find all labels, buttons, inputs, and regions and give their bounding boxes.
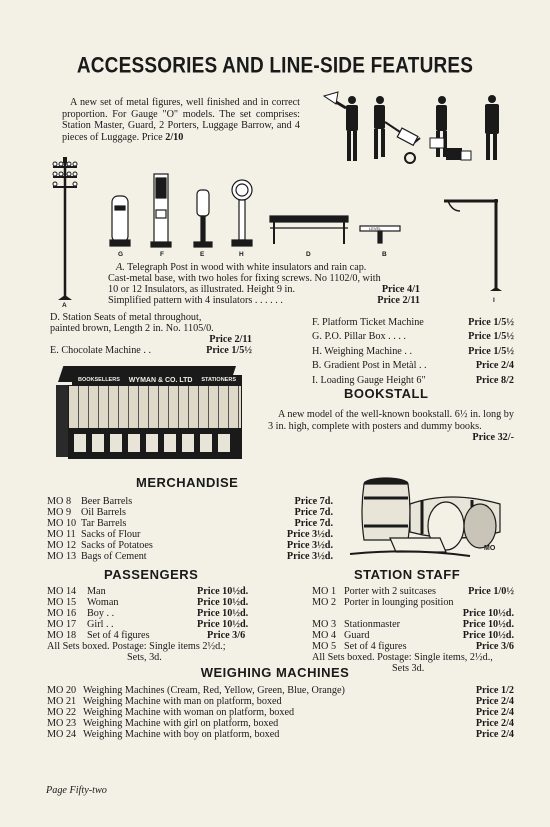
list-item: MO 22 Weighing Machine with woman on platform, boxed Price 2/4 [47, 707, 514, 718]
merchandise-tag: MO [484, 545, 496, 552]
label-d: D [306, 251, 311, 258]
accessory-price-list [312, 316, 514, 388]
list-item: MO 1 Porter with 2 suitcases Price 1/0½ [312, 586, 514, 597]
list-item: MO 14 Man Price 10½d. [47, 586, 249, 597]
list-item-price: Price 10½d. [462, 608, 514, 619]
figures-intro-text: A new set of metal figures, well finished and in correct proportion. For Gauge "O" models. The set comprises: Station Master, Guard, 2 Porters, Luggage Barrow, and 4 pieces of Luggage. Price [62, 97, 300, 143]
list-item: MO 23 Weighing Machine with girl on platform, boxed Price 2/4 [47, 718, 514, 729]
station-staff-list [312, 586, 514, 674]
list-item: MO 9 Oil Barrels Price 7d. [47, 507, 333, 518]
telegraph-line3: 10 or 12 Insulators, as illustrated. Height 9 in. [108, 284, 296, 295]
list-item: B. Gradient Post in Metàl . . Price 2/4 [312, 360, 514, 372]
list-item: MO 10 Tar Barrels Price 7d. [47, 518, 333, 529]
figures-intro [62, 97, 300, 143]
label-h: H [239, 251, 244, 258]
list-item: MO 8 Beer Barrels Price 7d. [47, 496, 333, 507]
bookstall-desc [268, 409, 514, 432]
list-item: MO 21 Weighing Machine with man on platform, boxed Price 2/4 [47, 696, 514, 707]
telegraph-price-1: Price 4/1 [381, 284, 420, 295]
label-f: F [160, 251, 164, 258]
list-item: G. P.O. Pillar Box . . . . Price 1/5½ [312, 331, 514, 343]
bookstall-price: Price 32/- [472, 432, 514, 443]
list-item: MO 2 Porter in lounging position [312, 597, 454, 608]
list-item: MO 3 Stationmaster Price 10½d. [312, 619, 514, 630]
label-a: A [62, 302, 67, 309]
passengers-list [47, 586, 277, 663]
bookstall-illustration [52, 366, 242, 462]
figures-intro-price: 2/10 [165, 131, 184, 143]
bookstall-text: A new model of the well-known bookstall. 6½ in. long by 3 in. high, complete with posters and dummy books. [268, 409, 514, 432]
staff-note-1: All Sets boxed. Postage: Single items, 2½d., [312, 652, 493, 663]
label-b: B [382, 251, 387, 258]
passengers-heading: PASSENGERS [104, 567, 199, 582]
bookstall-sign-left: BOOKSELLERS [78, 377, 120, 383]
bookstall-sign-right: STATIONERS [201, 377, 236, 383]
list-item: MO 18 Set of 4 figures Price 3/6 [47, 630, 246, 641]
list-item: MO 20 Weighing Machines (Cream, Red, Yellow, Green, Blue, Orange) Price 1/2 [47, 685, 514, 696]
bookstall-sign-center: WYMAN & CO. LTD [128, 376, 193, 384]
bookstall-heading: BOOKSTALL [344, 386, 429, 401]
list-item: MO 24 Weighing Machine with boy on platform, boxed Price 2/4 [47, 729, 514, 740]
seats-price: Price 2/11 [209, 334, 252, 345]
passengers-note-2: Sets, 3d. [127, 652, 162, 663]
telegraph-post-illustration [48, 155, 82, 305]
figures-illustration [318, 88, 518, 170]
label-e: E [200, 251, 205, 258]
list-item: MO 11 Sacks of Flour Price 3½d. [47, 529, 333, 540]
page-number: Page Fifty-two [46, 785, 107, 796]
chocolate-price: Price 1/5½ [206, 345, 252, 356]
list-item: I. Loading Gauge Height 6″ Price 8/2 [312, 374, 514, 386]
label-g: G [118, 251, 124, 258]
seats-desc [50, 312, 252, 356]
list-item: MO 12 Sacks of Potatoes Price 3½d. [47, 540, 333, 551]
staff-note-2: Sets 3d. [392, 663, 425, 674]
station-staff-heading: STATION STAFF [354, 567, 461, 582]
accessories-illustration [108, 170, 428, 250]
list-item: MO 5 Set of 4 figures Price 3/6 [312, 641, 514, 652]
list-item: F. Platform Ticket Machine Price 1/5½ [312, 317, 514, 328]
list-item: MO 15 Woman Price 10½d. [47, 597, 249, 608]
list-item: MO 16 Boy . . Price 10½d. [47, 608, 249, 619]
merchandise-list [47, 496, 333, 562]
telegraph-line4: Simplified pattern with 4 insulators . . . . . . [108, 295, 283, 306]
label-i: I [493, 297, 495, 304]
merchandise-heading: MERCHANDISE [136, 475, 239, 490]
chocolate-label: E. Chocolate Machine . . [50, 345, 151, 356]
telegraph-line1: Telegraph Post in wood with white insulators and rain cap. [124, 262, 367, 273]
passengers-note-1: All Sets boxed. Postage: Single items 2½d.; [47, 641, 226, 652]
list-item: MO 13 Bags of Cement Price 3½d. [47, 551, 333, 562]
weighing-heading: WEIGHING MACHINES [200, 665, 350, 680]
list-item: H. Weighing Machine . . Price 1/5½ [312, 345, 514, 357]
telegraph-desc [108, 262, 420, 306]
loading-gauge-illustration [440, 195, 510, 295]
list-item: MO 4 Guard Price 10½d. [312, 630, 514, 641]
telegraph-line2: Cast-metal base, with two holes for fixing screws. No 1102/0, with [108, 273, 381, 284]
page-title: ACCESSORIES AND LINE-SIDE FEATURES [76, 54, 474, 79]
gradient-sign-text: LEVEL [369, 226, 382, 231]
list-item: MO 17 Girl . . Price 10½d. [47, 619, 249, 630]
weighing-list [47, 685, 514, 740]
telegraph-price-2: Price 2/11 [377, 295, 420, 306]
seats-line1: D. Station Seats of metal throughout, [50, 312, 202, 323]
seats-line2: painted brown, Length 2 in. No. 1105/0. [50, 323, 214, 334]
telegraph-letter: A. [116, 262, 125, 273]
